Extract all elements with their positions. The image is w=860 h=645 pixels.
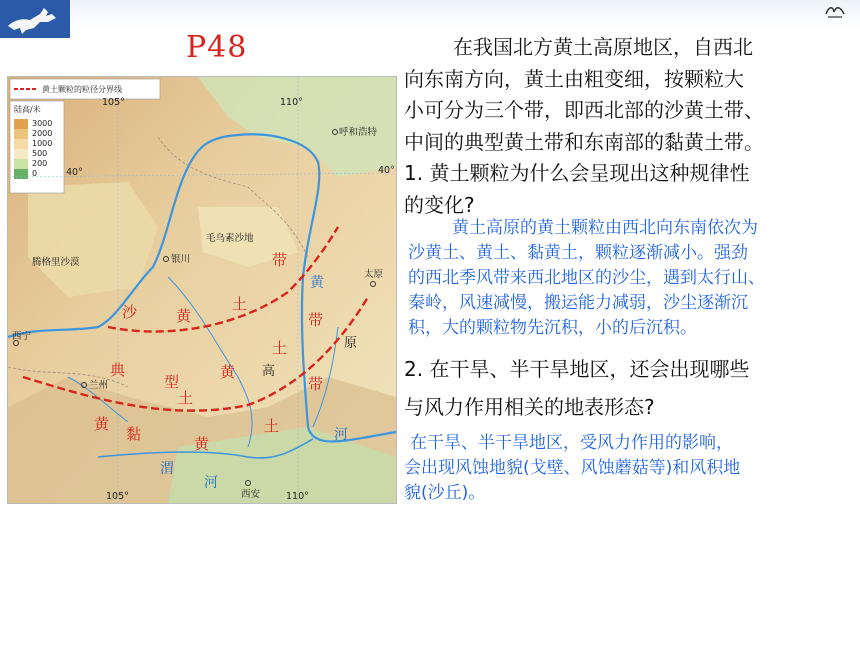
hohhot-label: 呼和浩特 — [339, 127, 378, 138]
tengger-desert-label: 腾格里沙漠 — [32, 257, 80, 268]
question-2-line: 与风力作用相关的地表形态? — [404, 395, 655, 419]
lon-105b-label: 105° — [106, 491, 129, 502]
legend-level-0: 0 — [32, 169, 38, 178]
taiyuan-label: 太原 — [364, 269, 384, 280]
belt-char: 带 — [308, 375, 324, 393]
question-1-line: 1. 黄土颗粒为什么会呈现出这种规律性 — [404, 161, 750, 186]
legend-level-2000: 2000 — [32, 129, 53, 138]
belt-char: 高 — [262, 364, 276, 379]
answer-2-line: 貌(沙丘)。 — [404, 483, 486, 503]
belt-char: 典 — [110, 361, 126, 379]
xining-label: 西宁 — [12, 331, 32, 342]
belt-char: 原 — [344, 336, 358, 351]
loess-plateau-map — [7, 76, 397, 504]
legend-elevation-title: 陆高/米 — [14, 105, 41, 114]
belt-char: 带 — [272, 251, 288, 269]
intro-line: 小可分为三个带，即西北部的沙黄土带、 — [404, 98, 764, 123]
belt-char: 型 — [164, 373, 180, 391]
legend-level-200: 200 — [32, 159, 48, 168]
intro-line: 向东南方向，黄土由粗变细，按颗粒大 — [404, 66, 744, 91]
river-label-2: 河 — [334, 427, 348, 443]
answer-1-line: 的西北季风带来西北地区的沙尘，遇到太行山、 — [408, 268, 765, 288]
belt-char: 土 — [264, 417, 280, 435]
intro-line: 在我国北方黄土高原地区，自西北 — [453, 35, 753, 59]
lat-40b-label: 40° — [378, 165, 395, 176]
belt-char: 黄 — [94, 415, 110, 433]
brand-mark-icon — [824, 2, 846, 20]
question-2-line: 2. 在干旱、半干旱地区，还会出现哪些 — [404, 357, 750, 381]
belt-char: 黄 — [176, 307, 192, 325]
answer-2 — [404, 431, 740, 506]
belt-char: 黄 — [220, 363, 236, 381]
belt-char: 土 — [272, 339, 288, 357]
river-label-1: 河 — [204, 475, 218, 491]
intro-line: 中间的典型黄土带和东南部的黏黄土带。 — [404, 129, 764, 154]
answer-1-line: 秦岭，风速减慢，搬运能力减弱，沙尘逐渐沉 — [408, 293, 748, 313]
horse-logo — [0, 0, 70, 38]
belt-char: 黄 — [194, 435, 210, 453]
lon-110-label: 110° — [280, 97, 303, 108]
belt-char: 黄 — [310, 275, 324, 291]
belt-char: 带 — [308, 311, 324, 329]
question-1-line: 的变化? — [404, 192, 475, 217]
lat-40-label: 40° — [66, 167, 83, 178]
muus-sandland-label: 毛乌素沙地 — [206, 233, 254, 244]
lanzhou-label: 兰州 — [89, 380, 109, 391]
legend-boundary-label: 黄土颗粒的粒径分界线 — [42, 85, 122, 94]
answer-2-line: 会出现风蚀地貌(戈壁、风蚀蘑菇等)和风积地 — [404, 458, 741, 478]
page-title: P48 — [186, 30, 248, 65]
belt-char: 黏 — [126, 425, 142, 443]
answer-1-line: 沙黄土、黄土、黏黄土，颗粒逐渐减小。强劲 — [408, 243, 748, 263]
answer-1-line: 积，大的颗粒物先沉积，小的后沉积。 — [408, 318, 697, 338]
legend-level-3000: 3000 — [32, 119, 53, 128]
answer-2-line: 在干旱、半干旱地区，受风力作用的影响， — [410, 433, 733, 453]
lon-105-label: 105° — [102, 97, 125, 108]
belt-char: 土 — [178, 389, 194, 407]
lon-110b-label: 110° — [286, 491, 309, 502]
answer-1 — [408, 216, 765, 341]
belt-char: 沙 — [122, 303, 138, 321]
answer-1-line: 黄土高原的黄土颗粒由西北向东南依次为 — [452, 218, 758, 238]
legend-level-1000: 1000 — [32, 139, 53, 148]
question-2 — [404, 350, 749, 426]
legend-level-500: 500 — [32, 149, 48, 158]
header-bar — [0, 0, 860, 30]
intro-paragraph — [404, 32, 764, 222]
xian-label: 西安 — [241, 489, 261, 500]
wei-river-label: 渭 — [160, 461, 174, 477]
yinchuan-label: 银川 — [171, 254, 191, 265]
belt-char: 土 — [232, 295, 248, 313]
